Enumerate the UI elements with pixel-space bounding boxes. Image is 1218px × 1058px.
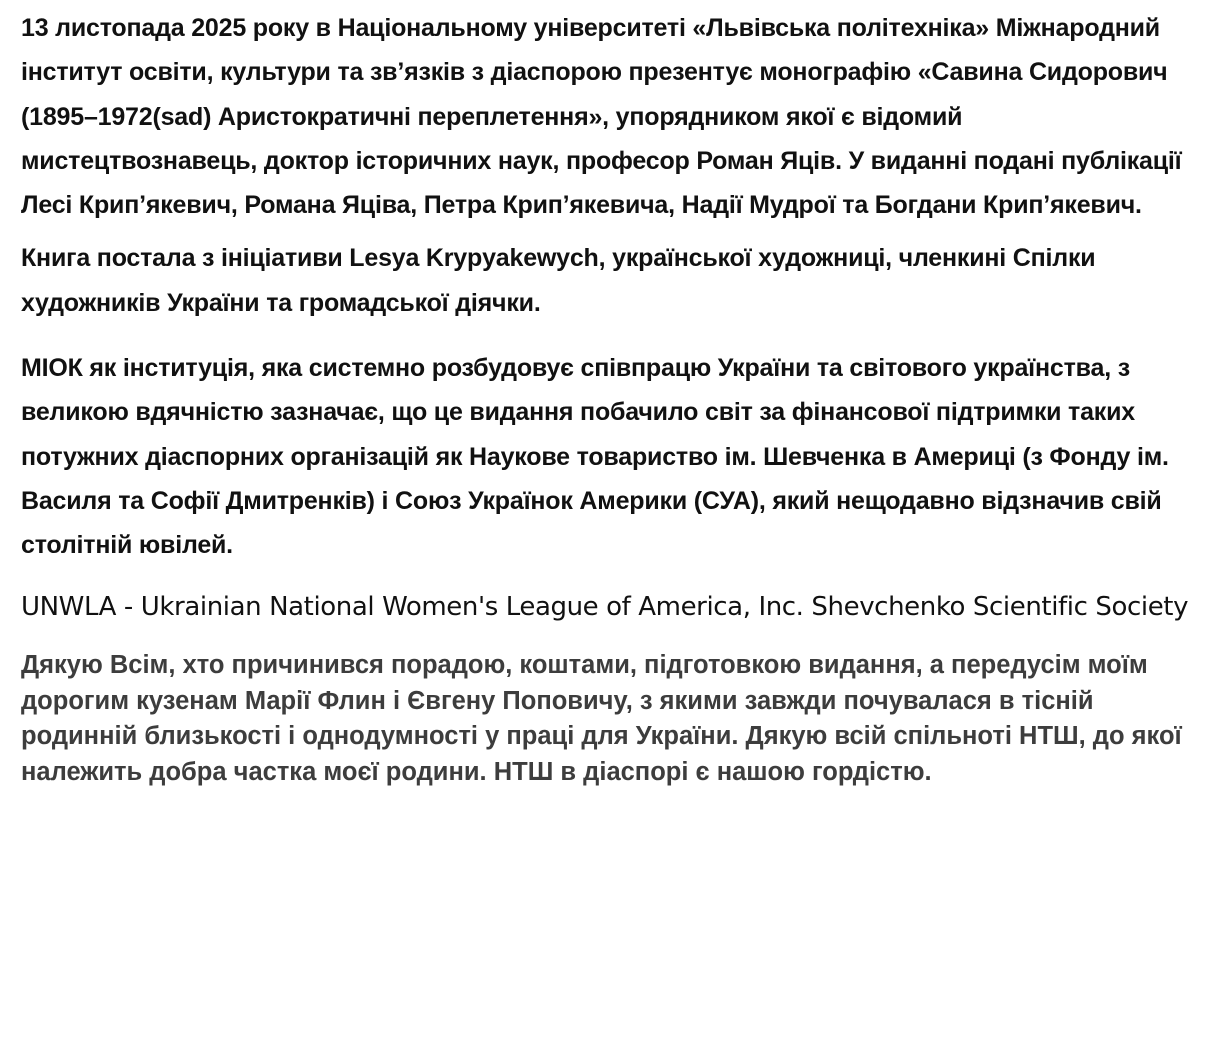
paragraph-announcement: 13 листопада 2025 року в Національному університеті «Львівська політехніка» Міжнародний інститут освіти, культури та зв’язків з діаспорою презентує монографію «Савина Сидорович (1895–1972(sad) Аристократичні переплетення», упорядником якої є відомий мистецтвознавець, доктор історичних наук, професор Роман Яців. У виданні подані публікації Лесі Крип’якевич, Романа Яціва, Петра Крип’якевича, Надії Мудрої та Богдани Крип’якевич. xyxy=(21,14,1182,220)
paragraph-initiative: Книга постала з ініціативи Lesya Krypyakewych, української художниці, членкині Спілки художників України та громадської діячки. xyxy=(21,244,1096,317)
paragraph-organizations: UNWLA - Ukrainian National Women's League of America, Inc. Shevchenko Scientific Society xyxy=(21,591,1189,622)
document-body xyxy=(21,6,1201,791)
paragraph-acknowledgement: МІОК як інституція, яка системно розбудовує співпрацю України та світового українства, з великою вдячністю зазначає, що це видання побачило світ за фінансової підтримки таких потужних діаспорних організацій як Наукове товариство ім. Шевченка в Америці (з Фонду ім. Василя та Софії Дмитренків) і Союз Українок Америки (СУА), який нещодавно відзначив свій столітній ювілей. xyxy=(21,354,1169,560)
paragraph-thanks: Дякую Всім, хто причинився порадою, коштами, підготовкою видання, а передусім моїм дорогим кузенам Марії Флин і Євгену Поповичу, з якими завжди почувалася в тісній родинній близькості і однодумності у праці для України. Дякую всій спільноті НТШ, до якої належить добра частка моєї родини. НТШ в діаспорі є нашою гордістю. xyxy=(21,650,1182,787)
